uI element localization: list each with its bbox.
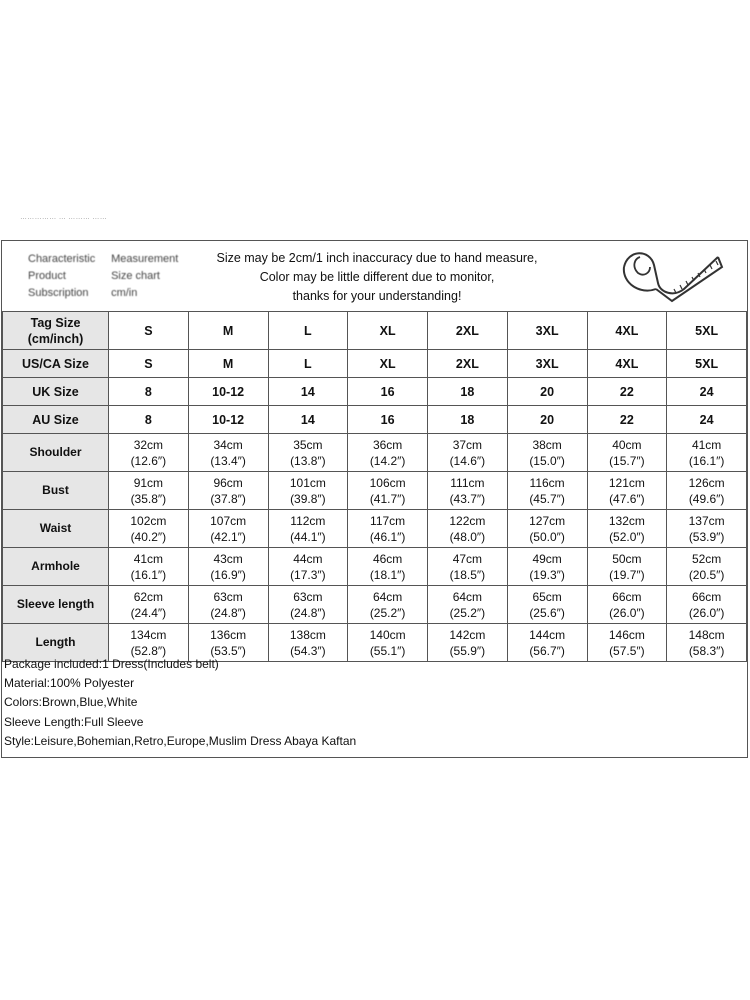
row-label: Sleeve length <box>3 586 109 624</box>
cm-value: 121cm <box>608 475 645 490</box>
blurred-header-info <box>28 251 198 302</box>
measurement-cell <box>428 586 508 624</box>
header-info-value: Size chart <box>111 270 160 282</box>
cm-value: 64cm <box>372 589 403 604</box>
measurement-cell <box>109 586 189 624</box>
inch-value: (15.7″) <box>609 453 645 468</box>
measurement-cell <box>667 472 747 510</box>
measurement-cell <box>188 586 268 624</box>
inch-value: (19.7″) <box>609 567 645 582</box>
size-system-row <box>3 406 747 434</box>
note-line: Color may be little different due to monitor, <box>259 270 495 284</box>
cm-value: 32cm <box>133 437 164 452</box>
measurement-cell <box>188 434 268 472</box>
row-label: Armhole <box>3 548 109 586</box>
size-value-cell: XL <box>348 350 428 378</box>
inch-value: (49.6″) <box>688 491 725 506</box>
tag-size-row <box>3 312 747 350</box>
product-info-line: Package included:1 Dress(Includes belt) <box>4 657 219 671</box>
cm-value: 41cm <box>133 551 164 566</box>
cm-value: 106cm <box>369 475 406 490</box>
measurement-cell <box>587 510 667 548</box>
inch-value: (53.9″) <box>688 529 725 544</box>
cm-value: 46cm <box>372 551 403 566</box>
inch-value: (24.8″) <box>210 605 246 620</box>
cm-value: 34cm <box>213 437 243 452</box>
inch-value: (43.7″) <box>449 491 486 506</box>
measurement-cell <box>348 434 428 472</box>
measurement-cell <box>109 548 189 586</box>
cm-value: 122cm <box>449 513 486 528</box>
cm-value: 43cm <box>213 551 243 566</box>
tag-size-label <box>3 312 109 350</box>
cm-value: 65cm <box>532 589 562 604</box>
product-info <box>2 655 749 751</box>
cm-value: 134cm <box>130 627 167 642</box>
inch-value: (12.6″) <box>130 453 167 468</box>
measurement-cell <box>109 434 189 472</box>
measurement-cell <box>109 472 189 510</box>
inch-value: (37.8″) <box>210 491 246 506</box>
size-value-cell: 16 <box>348 378 428 406</box>
cm-value: 62cm <box>133 589 164 604</box>
row-label: Shoulder <box>3 434 109 472</box>
header-info-key: Product <box>28 270 66 282</box>
measurement-cell <box>667 548 747 586</box>
measurement-cell <box>348 510 428 548</box>
measurement-cell <box>507 472 587 510</box>
inch-value: (13.8″) <box>290 453 326 468</box>
size-value-cell: 22 <box>587 406 667 434</box>
size-value-cell: L <box>268 350 348 378</box>
note-line: thanks for your understanding! <box>292 289 462 303</box>
measurement-cell <box>268 434 348 472</box>
header-info-row <box>28 251 198 268</box>
cm-value: 136cm <box>210 627 247 642</box>
inch-value: (25.6″) <box>529 605 565 620</box>
row-label: UK Size <box>3 378 109 406</box>
cm-value: 116cm <box>529 475 565 490</box>
size-value-cell: M <box>188 350 268 378</box>
measurement-cell <box>268 510 348 548</box>
note-line: Size may be 2cm/1 inch inaccuracy due to hand measure, <box>216 251 538 265</box>
measurement-cell <box>587 586 667 624</box>
inch-value: (52.0″) <box>609 529 645 544</box>
cm-value: 117cm <box>370 513 406 528</box>
product-info-line: Colors:Brown,Blue,White <box>4 695 138 710</box>
cm-value: 91cm <box>133 475 164 490</box>
product-info-line: Sleeve Length:Full Sleeve <box>4 714 144 729</box>
size-value-cell: 14 <box>268 406 348 434</box>
inch-value: (20.5″) <box>688 567 725 582</box>
size-value-cell: 2XL <box>428 350 508 378</box>
header-info-key: Characteristic <box>28 253 96 265</box>
measurement-cell <box>428 510 508 548</box>
inch-value: (17.3″) <box>290 567 326 582</box>
product-info-line: Material:100% Polyester <box>4 676 135 691</box>
cm-value: 101cm <box>289 475 326 490</box>
size-header-cell: M <box>188 312 268 350</box>
measurement-cell <box>188 510 268 548</box>
measurement-cell <box>507 548 587 586</box>
measurement-cell <box>428 434 508 472</box>
cm-value: 142cm <box>449 627 486 642</box>
measurement-cell <box>587 472 667 510</box>
cm-value: 41cm <box>691 437 722 452</box>
inch-value: (14.2″) <box>369 453 406 468</box>
inch-value: (58.3″) <box>688 643 725 658</box>
row-label: AU Size <box>3 406 109 434</box>
cm-value: 148cm <box>688 627 725 642</box>
inch-value: (53.5″) <box>210 643 246 658</box>
measurement-cell <box>188 548 268 586</box>
tag-size-unit: (cm/inch) <box>27 331 84 346</box>
size-header-cell: XL <box>348 312 428 350</box>
size-value-cell: 20 <box>507 406 587 434</box>
inch-value: (16.9″) <box>210 567 246 582</box>
blurred-caption: …………… … ……… …… <box>20 214 108 221</box>
cm-value: 49cm <box>532 551 562 566</box>
row-label: US/CA Size <box>3 350 109 378</box>
size-value-cell: 10-12 <box>188 378 268 406</box>
inch-value: (48.0″) <box>449 529 486 544</box>
inch-value: (16.1″) <box>130 567 167 582</box>
inch-value: (13.4″) <box>210 453 246 468</box>
cm-value: 66cm <box>612 589 642 604</box>
size-header-cell: 4XL <box>587 312 667 350</box>
measurement-cell <box>667 434 747 472</box>
inch-value: (39.8″) <box>290 491 326 506</box>
measurement-cell <box>188 472 268 510</box>
inch-value: (52.8″) <box>130 643 167 658</box>
tag-size-line: Tag Size <box>30 315 81 330</box>
measurement-cell <box>348 472 428 510</box>
header-info-key: Subscription <box>28 287 89 299</box>
measurement-row <box>3 472 747 510</box>
inch-value: (56.7″) <box>529 643 565 658</box>
cm-value: 144cm <box>529 627 566 642</box>
inch-value: (24.4″) <box>130 605 167 620</box>
inch-value: (54.3″) <box>290 643 326 658</box>
size-value-cell: 24 <box>667 378 747 406</box>
cm-value: 63cm <box>213 589 243 604</box>
measurement-cell <box>348 586 428 624</box>
cm-value: 146cm <box>608 627 645 642</box>
measurement-cell <box>268 586 348 624</box>
cm-value: 112cm <box>290 513 326 528</box>
cm-value: 50cm <box>612 551 642 566</box>
inch-value: (25.2″) <box>449 605 486 620</box>
size-value-cell: 20 <box>507 378 587 406</box>
row-label: Bust <box>3 472 109 510</box>
cm-value: 37cm <box>452 437 483 452</box>
inch-value: (57.5″) <box>609 643 645 658</box>
measuring-tape-icon <box>614 243 726 307</box>
measurement-cell <box>348 548 428 586</box>
measurement-cell <box>667 510 747 548</box>
size-value-cell: S <box>109 350 189 378</box>
measurement-cell <box>109 510 189 548</box>
header-info-value: Measurement <box>111 253 179 265</box>
inch-value: (45.7″) <box>529 491 565 506</box>
cm-value: 35cm <box>293 437 323 452</box>
cm-value: 137cm <box>688 513 725 528</box>
size-header-cell: 3XL <box>507 312 587 350</box>
inch-value: (50.0″) <box>529 529 565 544</box>
cm-value: 47cm <box>452 551 483 566</box>
inch-value: (26.0″) <box>688 605 725 620</box>
measurement-cell <box>428 548 508 586</box>
measurement-row <box>3 586 747 624</box>
size-chart <box>1 240 748 758</box>
size-value-cell: 5XL <box>667 350 747 378</box>
inch-value: (55.1″) <box>369 643 406 658</box>
size-value-cell: 14 <box>268 378 348 406</box>
cm-value: 111cm <box>450 475 485 490</box>
inch-value: (40.2″) <box>130 529 167 544</box>
cm-value: 126cm <box>688 475 725 490</box>
size-value-cell: 8 <box>109 406 189 434</box>
inch-value: (42.1″) <box>210 529 246 544</box>
measurement-cell <box>587 548 667 586</box>
inch-value: (15.0″) <box>529 453 565 468</box>
size-table <box>2 311 747 662</box>
size-header-cell: 5XL <box>667 312 747 350</box>
product-info-line: Style:Leisure,Bohemian,Retro,Europe,Muslim Dress Abaya Kaftan <box>4 733 357 748</box>
measurement-cell <box>268 548 348 586</box>
inch-value: (55.9″) <box>449 643 486 658</box>
cm-value: 140cm <box>369 627 406 642</box>
cm-value: 52cm <box>691 551 722 566</box>
size-header-cell: S <box>109 312 189 350</box>
cm-value: 63cm <box>293 589 323 604</box>
cm-value: 64cm <box>452 589 483 604</box>
size-value-cell: 18 <box>428 378 508 406</box>
size-value-cell: 24 <box>667 406 747 434</box>
cm-value: 96cm <box>213 475 243 490</box>
size-value-cell: 10-12 <box>188 406 268 434</box>
measurement-cell <box>268 472 348 510</box>
size-value-cell: 22 <box>587 378 667 406</box>
size-value-cell: 8 <box>109 378 189 406</box>
measurement-cell <box>507 586 587 624</box>
inch-value: (25.2″) <box>369 605 406 620</box>
measurement-row <box>3 510 747 548</box>
row-label: Waist <box>3 510 109 548</box>
row-label: Length <box>3 624 109 662</box>
inch-value: (41.7″) <box>369 491 406 506</box>
size-value-cell: 4XL <box>587 350 667 378</box>
measurement-cell <box>428 472 508 510</box>
measurement-row <box>3 548 747 586</box>
size-header-cell: 2XL <box>428 312 508 350</box>
header-info-row <box>28 285 198 302</box>
measurement-notes <box>202 249 552 306</box>
cm-value: 44cm <box>293 551 323 566</box>
measurement-cell <box>667 586 747 624</box>
cm-value: 38cm <box>532 437 562 452</box>
cm-value: 138cm <box>289 627 326 642</box>
inch-value: (47.6″) <box>609 491 645 506</box>
inch-value: (18.5″) <box>449 567 486 582</box>
header-info-value: cm/in <box>111 287 138 299</box>
measurement-row <box>3 434 747 472</box>
size-value-cell: 18 <box>428 406 508 434</box>
inch-value: (24.8″) <box>290 605 326 620</box>
chart-header <box>2 241 747 312</box>
size-system-row <box>3 350 747 378</box>
cm-value: 36cm <box>372 437 403 452</box>
inch-value: (19.3″) <box>529 567 565 582</box>
measurement-cell <box>587 434 667 472</box>
measurement-cell <box>507 510 587 548</box>
inch-value: (44.1″) <box>290 529 326 544</box>
inch-value: (26.0″) <box>609 605 645 620</box>
size-header-cell: L <box>268 312 348 350</box>
inch-value: (14.6″) <box>449 453 486 468</box>
inch-value: (35.8″) <box>130 491 167 506</box>
size-value-cell: 3XL <box>507 350 587 378</box>
cm-value: 132cm <box>608 513 645 528</box>
header-info-row <box>28 268 198 285</box>
measurement-cell <box>507 434 587 472</box>
inch-value: (46.1″) <box>369 529 406 544</box>
cm-value: 127cm <box>529 513 566 528</box>
inch-value: (16.1″) <box>688 453 725 468</box>
inch-value: (18.1″) <box>369 567 406 582</box>
cm-value: 102cm <box>130 513 167 528</box>
size-system-row <box>3 378 747 406</box>
cm-value: 40cm <box>612 437 642 452</box>
cm-value: 66cm <box>691 589 722 604</box>
cm-value: 107cm <box>210 513 247 528</box>
size-value-cell: 16 <box>348 406 428 434</box>
